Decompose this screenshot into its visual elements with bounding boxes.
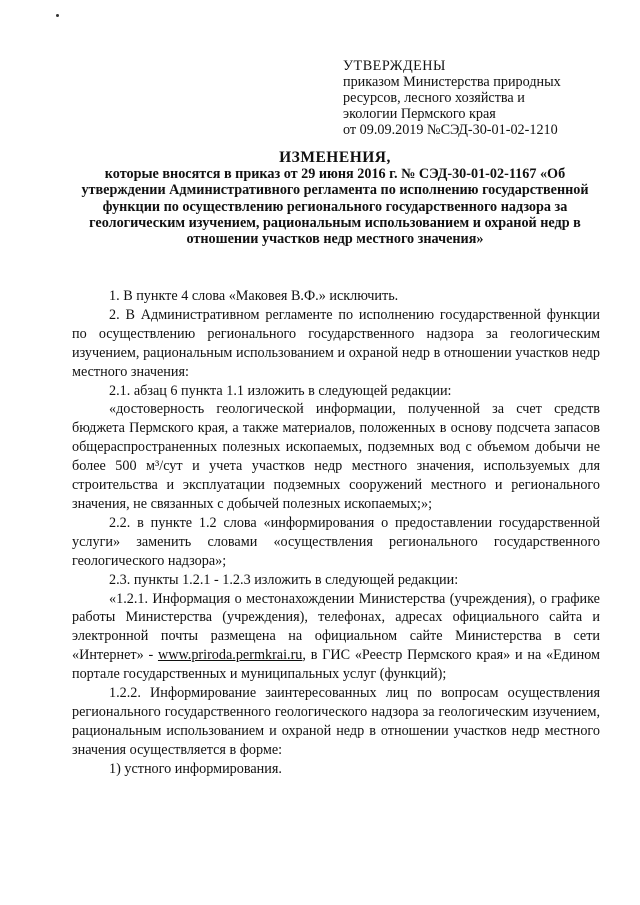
paragraph: 2.2. в пункте 1.2 слова «информирования о предоставлении государственной услуги» заменить словами «осуществления регионального государственного геологического надзора»; — [72, 514, 600, 569]
paragraph: 1.2.2. Информирование заинтересованных лиц по вопросам осуществления регионального государственного геологического надзора за геологическим изучением, рациональным использованием и охраной недр в отношении участков недр местного значения осуществляется в форме: — [72, 685, 600, 758]
document-body — [72, 287, 600, 779]
approval-line: ресурсов, лесного хозяйства и — [343, 90, 525, 106]
approval-line: экологии Пермского края — [343, 106, 496, 122]
scan-speck — [56, 14, 59, 17]
approval-line: от 09.09.2019 №СЭД-30-01-02-1210 — [343, 122, 558, 138]
paragraph: 1. В пункте 4 слова «Маковея В.Ф.» исключить. — [109, 288, 399, 304]
approval-line: приказом Министерства природных — [343, 74, 561, 90]
paragraph: 2. В Административном регламенте по исполнению государственной функции по осуществлению регионального государственного надзора за геологическим изучением, рациональным использованием и охраной недр в отношении участков недр местного значения: — [72, 306, 600, 380]
paragraph: 2.3. пункты 1.2.1 - 1.2.3 изложить в следующей редакции: — [109, 571, 459, 588]
website-link[interactable]: www.priroda.permkrai.ru — [157, 647, 303, 664]
paragraph: 1) устного информирования. — [109, 760, 282, 777]
approval-stamp — [343, 58, 561, 138]
heading-subtitle: которые вносятся в приказ от 29 июня 2016 г. № СЭД-30-01-02-1167 «Об утверждении Административного регламента по исполнению государственной функции по осуществлению регионального государственного надзора за геологическим изучением, рациональным использованием и охраной недр в отношении участков недр местного значения» — [81, 166, 589, 248]
paragraph: «достоверность геологической информации, полученной за счет средств бюджета Пермского края, а также материалов, положенных в основу подсчета запасов общераспространенных полезных ископаемых, подземных вод с объемом добычи не более 500 м³/сут и учета участков недр местного значения, используемых для строительства и эксплуатации подземных сооружений местного и регионального значения, не связанных с добычей полезных ископаемых;»; — [72, 401, 600, 512]
paragraph-text: «1.2.1. Информация о местонахождении Министерства (учреждения), о графике работы Министерства (учреждения), телефонах, адресах официального сайта и электронной почты размещена на официальном сайте Министерства в сети «Интернет» - — [72, 590, 600, 664]
approval-title: УТВЕРЖДЕНЫ — [343, 58, 446, 74]
paragraph — [72, 590, 600, 685]
document-heading — [70, 150, 600, 247]
paragraph-text: , в ГИС «Реестр Пермского края» и на «Едином портале государственных и муниципальных услуг (функций); — [72, 647, 600, 683]
paragraph: 2.1. абзац 6 пункта 1.1 изложить в следующей редакции: — [109, 382, 452, 399]
heading-title: ИЗМЕНЕНИЯ, — [279, 149, 391, 166]
